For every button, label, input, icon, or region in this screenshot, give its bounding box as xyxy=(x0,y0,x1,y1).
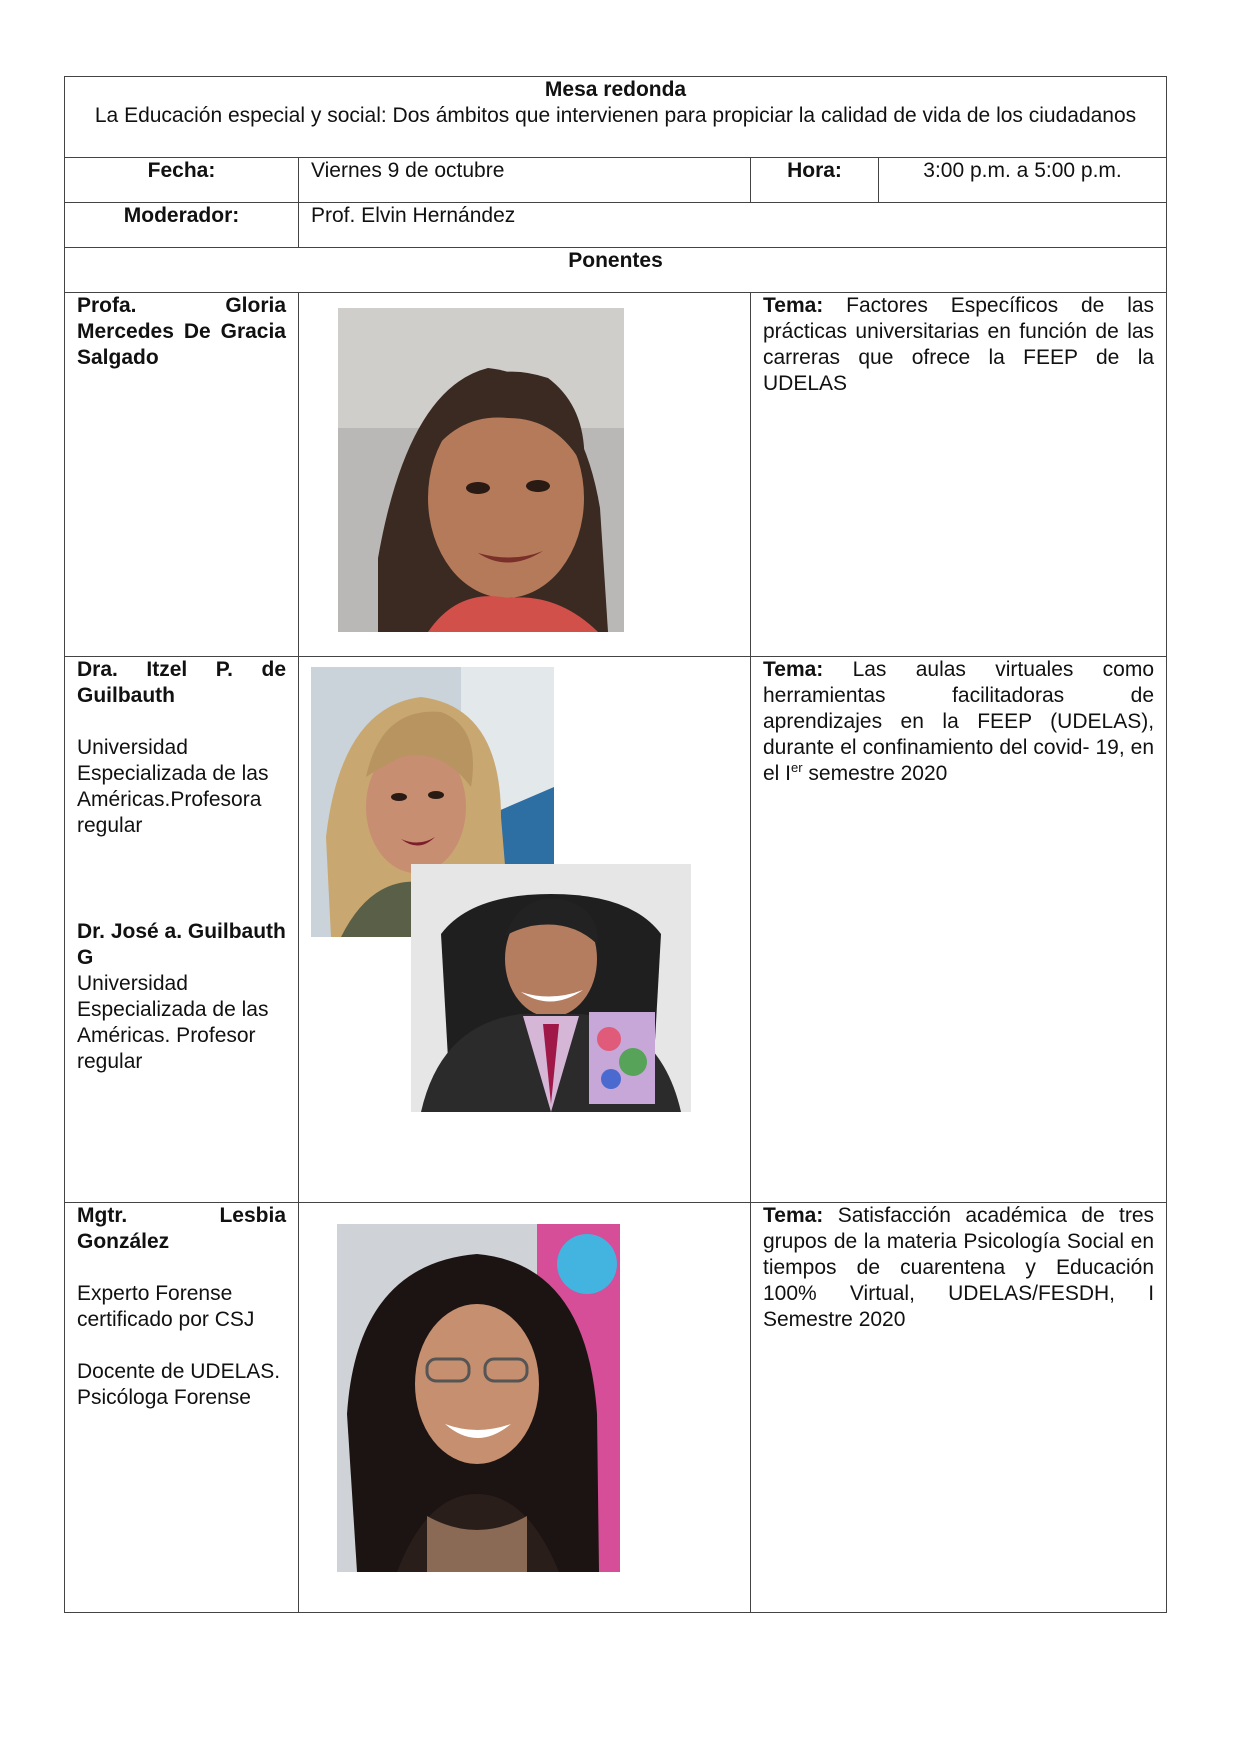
tema-cell xyxy=(751,293,1167,657)
speaker-row xyxy=(65,1203,1167,1613)
tema-text: Las aulas virtuales como herramientas facilitadoras de aprendizajes en la FEEP (UDELAS), durante el confinamiento del covid- 19, en el I xyxy=(763,658,1155,785)
tema-cell xyxy=(751,657,1167,1203)
tema-text: Factores Específicos de las prácticas universitarias en función de las carreras que ofrece la FEEP de la UDELAS xyxy=(763,294,1155,395)
tema-text-end: semestre 2020 xyxy=(802,762,948,785)
event-table xyxy=(64,76,1167,1613)
fecha-value: Viernes 9 de octubre xyxy=(299,158,751,203)
moderador-label: Moderador: xyxy=(65,203,299,248)
photo-cell xyxy=(299,293,751,657)
speaker-photo xyxy=(337,1224,620,1572)
moderador-value: Prof. Elvin Hernández xyxy=(299,203,1167,248)
speaker-info-cell xyxy=(65,657,299,1203)
speaker-name: Profa. Gloria Mercedes De Gracia Salgado xyxy=(65,293,299,657)
speaker-photo xyxy=(338,308,624,632)
speaker-affiliation: Experto Forense certificado por CSJ xyxy=(77,1282,255,1331)
tema-superscript: er xyxy=(791,760,803,775)
tema-cell xyxy=(751,1203,1167,1613)
speaker-affiliation-2: Universidad Especializada de las Américas. Profesor regular xyxy=(77,972,269,1073)
speaker-row xyxy=(65,657,1167,1203)
photo-cell xyxy=(299,657,751,1203)
ponentes-header: Ponentes xyxy=(65,248,1167,293)
hora-label: Hora: xyxy=(751,158,879,203)
speaker-affiliation-2: Docente de UDELAS. Psicóloga Forense xyxy=(77,1360,281,1409)
speaker-info-cell xyxy=(65,1203,299,1613)
speaker-name-2: Dr. José a. Guilbauth G xyxy=(77,920,286,969)
title-cell xyxy=(65,77,1167,158)
portrait-woman-icon xyxy=(337,1224,620,1572)
portrait-woman-icon xyxy=(338,308,624,632)
event-title: Mesa redonda xyxy=(544,78,687,101)
tema-label: Tema: xyxy=(763,658,824,681)
fecha-label: Fecha: xyxy=(65,158,299,203)
speaker-name: Dra. Itzel P. de Guilbauth xyxy=(77,658,286,707)
tema-label: Tema: xyxy=(763,1204,824,1227)
speaker-photo xyxy=(411,864,691,1112)
speaker-affiliation: Universidad Especializada de las Américas.Profesora regular xyxy=(77,736,269,837)
speaker-row xyxy=(65,293,1167,657)
speaker-name: Mgtr. Lesbia González xyxy=(77,1204,286,1253)
tema-label: Tema: xyxy=(763,294,824,317)
hora-value: 3:00 p.m. a 5:00 p.m. xyxy=(879,158,1167,203)
photo-cell xyxy=(299,1203,751,1613)
event-subtitle: La Educación especial y social: Dos ámbitos que intervienen para propiciar la calidad de vida de los ciudadanos xyxy=(94,104,1137,127)
tema-text: Satisfacción académica de tres grupos de la materia Psicología Social en tiempos de cuarentena y Educación 100% Virtual, UDELAS/FESDH, I Semestre 2020 xyxy=(763,1204,1155,1331)
portrait-man-icon xyxy=(411,864,691,1112)
